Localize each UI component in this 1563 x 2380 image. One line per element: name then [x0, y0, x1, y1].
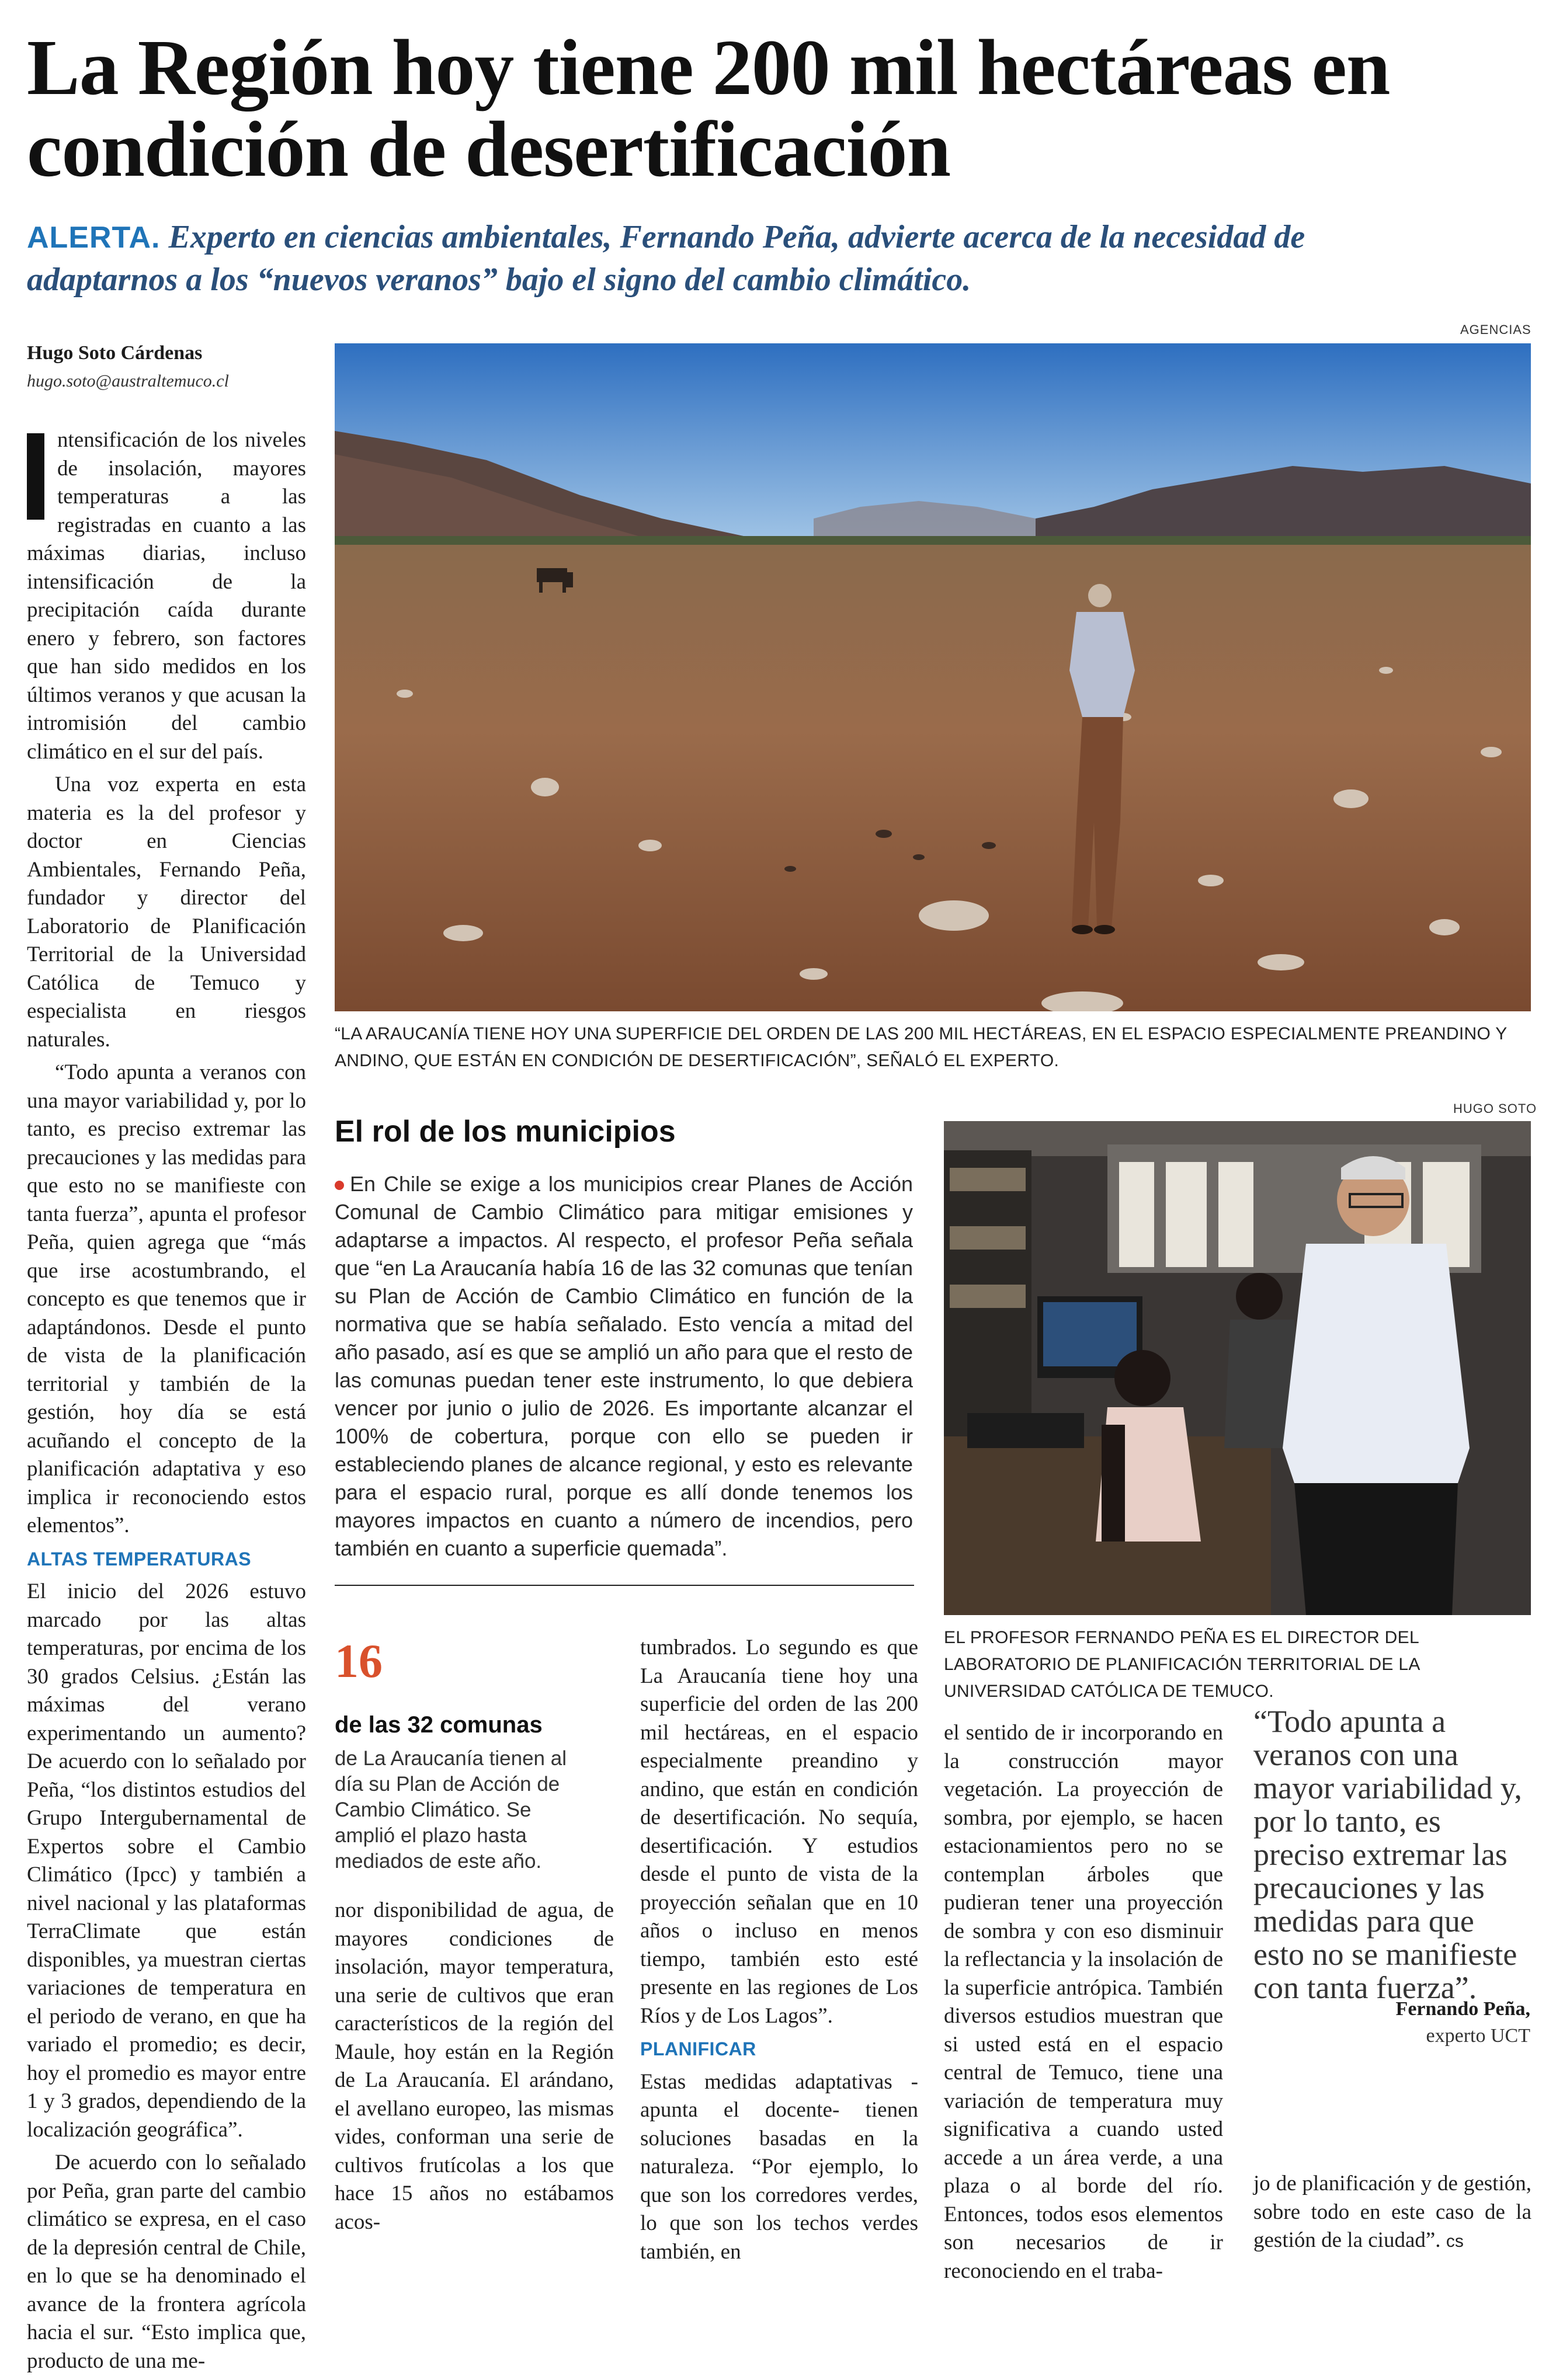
- pull-quote-role: experto UCT: [1426, 2025, 1530, 2047]
- paragraph: El inicio del 2026 estuvo marcado por las altas temperaturas, por encima de los 30 grados Celsius. ¿Están las máximas del verano experimentando un aumento? De acuerdo con lo señalado por Peña, “los distintos estudios del Grupo Intergubernamental de Expertos sobre el Cambio Climático (Ipcc) y también a nivel nacional y las plataformas TerraClimate que están disponibles, ya muestran ciertas variaciones de temperatura en el periodo de verano, en que ha variado el promedio; es decir, hoy el promedio es mayor entre 1 y 3 grados, dependiendo de la localización geográfica”.: [27, 1579, 306, 2142]
- subhead-altas-temperaturas: ALTAS TEMPERATURAS: [27, 1548, 252, 1570]
- paragraph: tumbrados. Lo segundo es que La Araucanía tiene hoy una superficie del orden de las 200 mil hectáreas, en el espacio especialmente preandino y andino, que están en condición de desertificación. No sequía, desertificación. Y estudios desde el punto de vista de la proyección señalan que en 10 años o incluso en menos tiempo, también esto esté presente en las regiones de Los Ríos y de Los Lagos”.: [640, 1636, 918, 2028]
- article-column-5: [1253, 2170, 1531, 2261]
- box-divider: [335, 1585, 914, 1586]
- article-column-3: [640, 1634, 918, 2271]
- article-column-1: [27, 426, 306, 2380]
- dek: [27, 216, 1440, 301]
- article-column-2: [335, 1897, 614, 2241]
- paragraph: el sentido de ir incorporando en la construcción mayor vegetación. La proyección de sombra, por ejemplo, se hacen estacionamientos pero no se contemplan árboles que pudieran tener una proyección de sombra y con eso disminuir la reflectancia y la insolación de la superficie antrópica. También diversos estudios muestran que si usted está en el espacio central de Temuco, tiene una variación de temperatura muy significativa a cuando usted accede a un área verde, a una plaza o al borde del río. Entonces, todos esos elementos son necesarios de ir reconociendo en el traba-: [944, 1721, 1223, 2283]
- photo-credit: AGENCIAS: [1460, 322, 1531, 337]
- bullet-icon: [335, 1181, 344, 1190]
- stat-label: de las 32 comunas: [335, 1712, 543, 1738]
- box-text: En Chile se exige a los municipios crear Planes de Acción Comunal de Cambio Climático para mitigar emisiones y adaptarse a impactos. Al respecto, el profesor Peña señala que “en La Araucanía había 16 de las 32 comunas que tenían su Plan de Acción de Cambio Climático en función de la normativa que se había señalado. Esto vencía a mitad del año pasado, así es que se amplió un año para que el resto de las comunas puedan tener este instrumento, lo que debiera vencer por junio o julio de 2026. Es importante alcanzar el 100% de cobertura, porque con ello se pueden ir estableciendo planes de alcance regional, y esto es relevante para el espacio rural, porque es allí donde tenemos los mayores impactos en cuanto a número de incendios, pero también en cuanto a superficie quemada”.: [335, 1172, 913, 1560]
- byline-email[interactable]: hugo.soto@australtemuco.cl: [27, 371, 229, 391]
- photo-credit: HUGO SOTO: [1453, 1101, 1537, 1116]
- headline: La Región hoy tiene 200 mil hectáreas en condición de desertificación: [27, 24, 1390, 193]
- paragraph: Estas medidas adaptativas -apunta el docente- tienen soluciones basadas en la naturaleza. “Por ejemplo, lo que son los corredores verdes, lo que son los techos verdes también, en: [640, 2069, 918, 2264]
- end-mark-icon: cs: [1446, 2232, 1464, 2251]
- main-photo: [335, 343, 1531, 1011]
- paragraph: De acuerdo con lo señalado por Peña, gran parte del cambio climático se expresa, en el caso de la depresión central de Chile, en lo que se ha denominado el avance de la frontera agrícola hacia el sur. “Esto implica que, producto de una me-: [27, 2151, 306, 2373]
- dropcap-I: [27, 433, 44, 520]
- paragraph: Una voz experta en esta materia es la del profesor y doctor en Ciencias Ambientales, Fernando Peña, fundador y director del Laboratorio de Planificación Territorial de la Universidad Católica de Temuco y especialista en riesgos naturales.: [27, 773, 306, 1052]
- pull-quote-name: Fernando Peña,: [1395, 1998, 1530, 2020]
- pull-quote: “Todo apunta a veranos con una mayor variabilidad y, por lo tanto, es preciso extremar las precauciones y las medidas para que esto no se manifieste con tanta fuerza”.: [1253, 1704, 1522, 2005]
- second-photo-caption: EL PROFESOR FERNANDO PEÑA ES EL DIRECTOR DEL LABORATORIO DE PLANIFICACIÓN TERRITORIAL DE LA UNIVERSIDAD CATÓLICA DE TEMUCO.: [944, 1628, 1419, 1701]
- main-photo-caption: “LA ARAUCANÍA TIENE HOY UNA SUPERFICIE DEL ORDEN DE LAS 200 MIL HECTÁREAS, EN EL ESPACIO ESPECIALMENTE PREANDINO Y ANDINO, QUE ESTÁN EN CONDICIÓN DE DESERTIFICACIÓN”, SEÑALÓ EL EXPERTO.: [335, 1024, 1508, 1070]
- subhead-planificar: PLANIFICAR: [640, 2038, 756, 2059]
- paragraph: ntensificación de los niveles de insolación, mayores temperaturas a las registradas en cuanto a las máximas diarias, incluso intensificación de la precipitación caída durante enero y febrero, son factores que han sido medidos en los últimos veranos y que acusan la intromisión del cambio climático en el sur del país.: [27, 428, 306, 764]
- paragraph: “Todo apunta a veranos con una mayor variabilidad y, por lo tanto, es preciso extremar las precauciones y las medidas para que esto no se manifieste con tanta fuerza”, apunta el profesor Peña, quien agrega que “más que irse acostumbrando, el concepto es que tenemos que ir adaptándonos. Desde el punto de vista de la planificación territorial y también de la gestión, hoy día se está acuñando el concepto de la planificación adaptativa y eso implica ir reconociendo estos elementos”.: [27, 1060, 306, 1537]
- paragraph: jo de planificación y de gestión, sobre todo en este caso de la gestión de la ciudad”. cs: [1253, 2172, 1531, 2252]
- second-photo: [944, 1121, 1531, 1615]
- lab-office-image: [944, 1121, 1531, 1615]
- dek-text: Experto en ciencias ambientales, Fernando Peña, advierte acerca de la necesidad de adaptarnos a los “nuevos veranos” bajo el signo del cambio climático.: [27, 219, 1305, 298]
- stat-number: 16: [335, 1634, 383, 1687]
- box-title: El rol de los municipios: [335, 1115, 676, 1149]
- byline-author: Hugo Soto Cárdenas: [27, 342, 203, 364]
- desert-landscape-image: [335, 343, 1531, 1011]
- article-column-4: [944, 1719, 1223, 2290]
- dek-kicker: ALERTA.: [27, 221, 161, 255]
- stat-text: de La Araucanía tienen al día su Plan de Acción de Cambio Climático. Se amplió el plazo hasta mediados de este año.: [335, 1747, 567, 1873]
- paragraph: nor disponibilidad de agua, de mayores condiciones de insolación, mayor temperatura, una serie de cultivos que eran característicos de la región del Maule, hoy están en la Región de La Araucanía. El arándano, el avellano europeo, las mismas vides, conforman una serie de cultivos frutícolas a los que hace 15 años no estábamos acos-: [335, 1898, 614, 2234]
